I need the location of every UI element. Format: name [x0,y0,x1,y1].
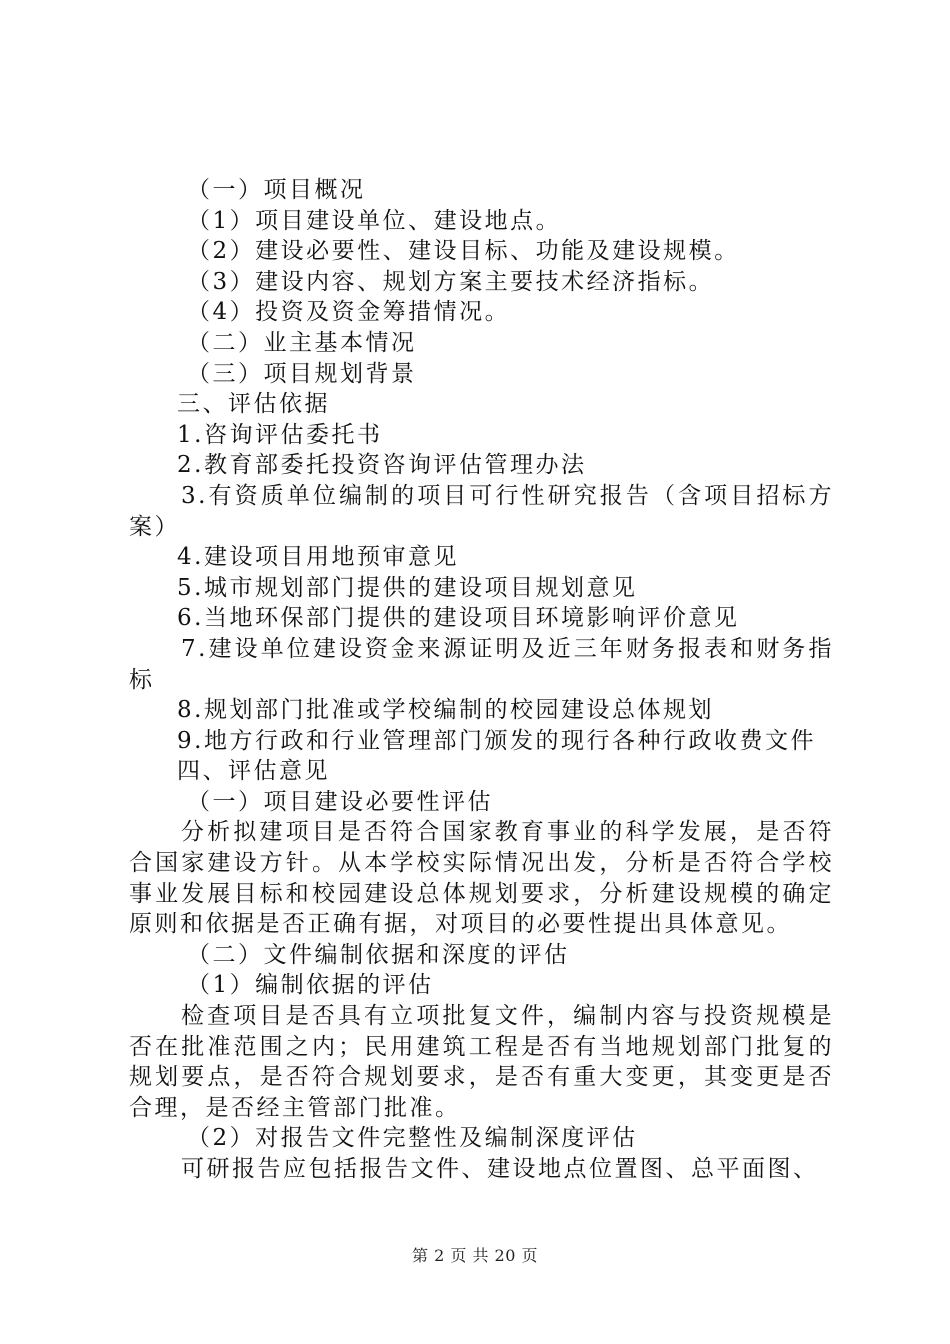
list-item: 6.当地环保部门提供的建设项目环境影响评价意见 [177,605,740,632]
list-item: 1.咨询评估委托书 [177,421,383,448]
subheading-completeness: （2）对报告文件完整性及编制深度评估 [187,1125,638,1152]
section-heading-opinion: 四、评估意见 [177,758,330,785]
page-number-footer: 第 2 页 共 20 页 [412,1246,538,1265]
list-item: （3）建设内容、规划方案主要技术经济指标。 [187,268,715,295]
list-item: 3.有资质单位编制的项目可行性研究报告（含项目招标方案） [129,482,834,540]
heading-owner-info: （二）业主基本情况 [187,329,417,356]
paragraph-basis-evaluation: 检查项目是否具有立项批复文件，编制内容与投资规模是否在批准范围之内；民用建筑工程是否有当地规划部门批复的规划要点，是否符合规划要求，是否有重大变更，其变更是否合理，是否经主管部门批准。 [129,1003,834,1121]
paragraph-necessity: 分析拟建项目是否符合国家教育事业的科学发展，是否符合国家建设方针。从本学校实际情况出发，分析是否符合学校事业发展目标和校园建设总体规划要求，分析建设规模的确定原则和依据是否正确有据，对项目的必要性提出具体意见。 [129,819,834,938]
paragraph-completeness: 可研报告应包括报告文件、建设地点位置图、总平面图、 [181,1156,819,1182]
document-body [129,175,834,1185]
list-item: 8.规划部门批准或学校编制的校园建设总体规划 [177,697,714,724]
list-item: 2.教育部委托投资咨询评估管理办法 [177,452,587,479]
list-item: 5.城市规划部门提供的建设项目规划意见 [177,574,638,601]
heading-project-overview: （一）项目概况 [187,177,366,203]
list-item: （1）项目建设单位、建设地点。 [187,207,562,234]
list-item: （4）投资及资金筹措情况。 [187,299,511,326]
list-item: 9.地方行政和行业管理部门颁发的现行各种行政收费文件 [177,727,816,754]
subheading-basis-evaluation: （1）编制依据的评估 [187,972,434,999]
section-heading-basis: 三、评估依据 [177,391,330,418]
subheading-necessity: （一）项目建设必要性评估 [187,788,493,815]
list-item: 7.建设单位建设资金来源证明及近三年财务报表和财务指标 [129,635,834,693]
subheading-document-basis: （二）文件编制依据和深度的评估 [187,941,570,968]
list-item: 4.建设项目用地预审意见 [177,544,459,571]
list-item: （2）建设必要性、建设目标、功能及建设规模。 [187,238,740,265]
heading-planning-background: （三）项目规划背景 [187,360,417,387]
